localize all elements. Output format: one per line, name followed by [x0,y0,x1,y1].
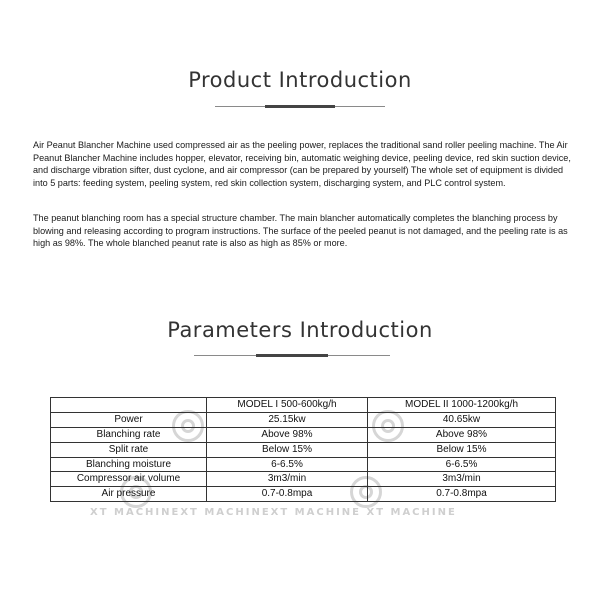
row-label: Split rate [51,442,207,457]
parameters-table [50,397,556,502]
table-header-model-1: MODEL I 500-600kg/h [207,398,368,413]
intro-paragraph-2: The peanut blanching room has a special structure chamber. The main blancher automatically completes the blanching process by blowing and releasing according to program instructions. The surface of the peeled peanut is not damaged, and the peeling rate is as high as 98%. The whole blanched peanut rate is also as high as 85% or more. [33,213,568,249]
intro-paragraph-1: Air Peanut Blancher Machine used compressed air as the peeling power, replaces the traditional sand roller peeling machine. The Air Peanut Blancher Machine includes hopper, elevator, receiving bin, automatic weighing device, peeling device, red skin suction device, and discharge vibration sifter, dust cyclone, and air compressor (can be prepared by yourself) The whole set of equipment is divided into 5 parts: feeding system, peeling system, red skin collection system, discharging system, and PLC control system. [33,140,571,188]
title-divider-accent [265,105,335,108]
model-2-value: Below 15% [368,442,556,457]
model-1-value: 3m3/min [207,472,368,487]
watermark-text: XT MACHINEXT MACHINEXT MACHINE XT MACHINE [90,507,457,518]
model-1-value: Above 98% [207,427,368,442]
title-divider [215,106,385,107]
table-row [51,427,556,442]
model-1-value: Below 15% [207,442,368,457]
model-2-value: 40.65kw [368,412,556,427]
parameters-title-divider [194,355,390,356]
table-row [51,412,556,427]
model-2-value: 6-6.5% [368,457,556,472]
table-row [51,442,556,457]
row-label: Blanching rate [51,427,207,442]
table-header-model-2: MODEL II 1000-1200kg/h [368,398,556,413]
parameters-title-divider-accent [256,354,328,357]
product-introduction-title: Product Introduction [188,68,412,92]
model-1-value: 25.15kw [207,412,368,427]
table-row [51,487,556,502]
model-2-value: 0.7-0.8mpa [368,487,556,502]
model-1-value: 6-6.5% [207,457,368,472]
table-header-row [51,398,556,413]
table-row [51,472,556,487]
table-header-empty [51,398,207,413]
model-1-value: 0.7-0.8mpa [207,487,368,502]
table-row [51,457,556,472]
row-label: Air pressure [51,487,207,502]
row-label: Compressor air volume [51,472,207,487]
row-label: Power [51,412,207,427]
model-2-value: Above 98% [368,427,556,442]
parameters-introduction-title: Parameters Introduction [167,318,433,342]
row-label: Blanching moisture [51,457,207,472]
model-2-value: 3m3/min [368,472,556,487]
